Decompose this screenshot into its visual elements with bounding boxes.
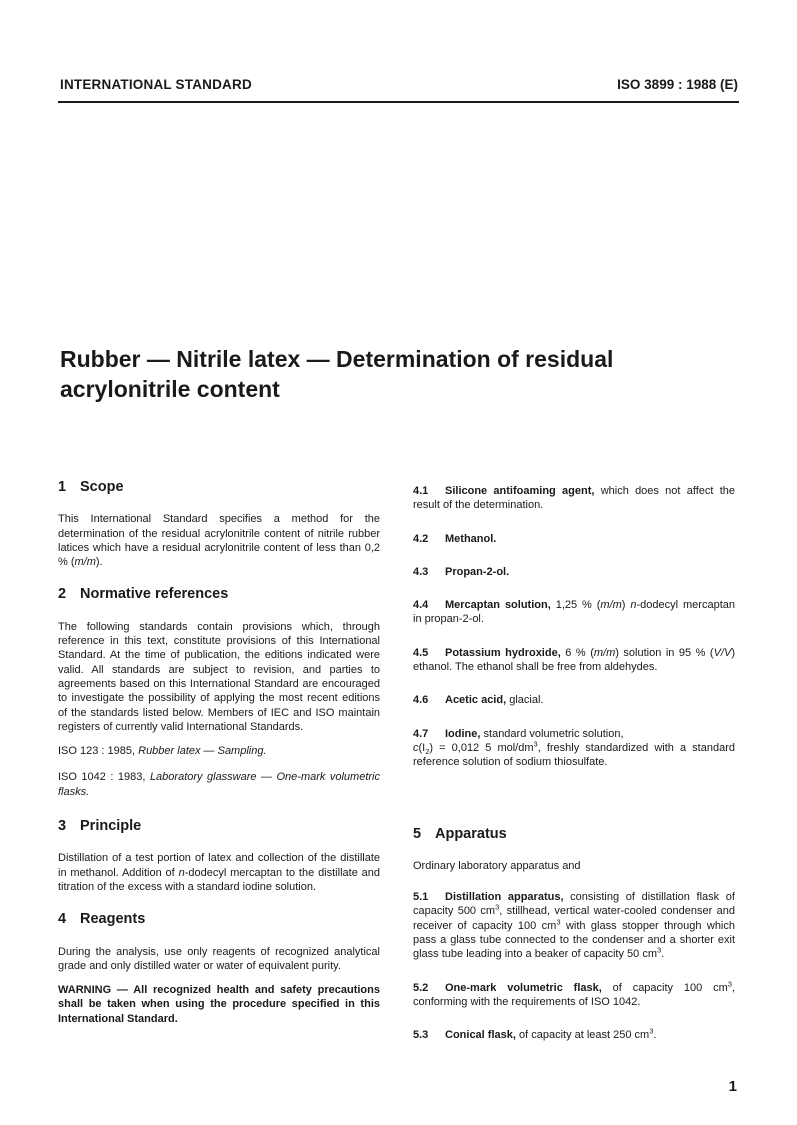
reference-iso-1042: ISO 1042 : 1983, Laboratory glassware — One-mark volumetric flasks. [58, 771, 380, 798]
normative-paragraph: The following standards contain provisions which, through reference in this text, constitute provisions of this International Standard. At the time of publication, the editions indicated were valid. All standards are subject to revision, and parties to agreements based on this International Standard are encouraged to investigate the possibility of applying the most recent editions of the standards listed below. Members of IEC and ISO maintain registers of currently valid International Standards. [58, 620, 380, 733]
document-number: ISO 3899 : 1988 (E) [617, 77, 738, 92]
scope-paragraph: This International Standard specifies a method for the determination of the residual acrylonitrile content of nitrile rubber latices which have a residual acrylonitrile content of less than 0,2 % (m/m). [58, 513, 380, 569]
apparatus-5-1: 5.1 Distillation apparatus, consisting of distillation flask of capacity 500 $cm^3$, stillhead, vertical water-cooled condenser and receiver of capacity 100 $cm^3$ with glass stopper through which pass a glass tube connected to the condenser and a shorter exit glass tube leading into a beaker of capacity 50 $cm^3$. [413, 891, 736, 961]
section-apparatus-heading: 5 Apparatus [413, 825, 507, 842]
reagents-intro: During the analysis, use only reagents of recognized analytical grade and only distilled water or water of equivalent purity. [58, 945, 380, 972]
section-scope-heading: 1 Scope [58, 479, 124, 495]
reagent-4-4: 4.4 Mercaptan solution, 1,25 % (m/m) n-dodecyl mercaptan in propan-2-ol. [413, 599, 735, 626]
reagent-4-6: 4.6 Acetic acid, glacial. [413, 694, 544, 707]
section-principle-heading: 3 Principle [58, 818, 142, 835]
principle-paragraph: Distillation of a test portion of latex and collection of the distillate in methanol. Addition of n-dodecyl mercaptan to the distillate and titration of the excess with a standard iodine solution. [58, 852, 380, 893]
reagent-4-7: 4.7 Iodine, standard volumetric solution, $c(I_2) = 0,012$ 5 mol/$dm^3$, freshly standardized with a standard reference solution of sodium thiosulfate. [413, 727, 735, 769]
reference-iso-123: ISO 123 : 1985, Rubber latex — Sampling. [58, 745, 267, 758]
apparatus-intro: Ordinary laboratory apparatus and [413, 859, 581, 872]
reagent-4-2: 4.2 Methanol. [413, 532, 497, 545]
standard-label: INTERNATIONAL STANDARD [60, 77, 252, 92]
safety-warning: WARNING — All recognized health and safety precautions shall be taken when using the procedure specified in this International Standard. [58, 984, 380, 1025]
right-column [413, 484, 735, 1062]
section-normative-heading: 2 Normative references [58, 586, 229, 603]
section-reagents-heading: 4 Reagents [58, 911, 146, 928]
header-rule [58, 101, 739, 103]
page-number: 1 [728, 1078, 737, 1095]
reagent-4-1: 4.1 Silicone antifoaming agent, which does not affect the result of the determination. [413, 485, 735, 512]
reagent-4-5: 4.5 Potassium hydroxide, 6 % (m/m) solution in 95 % (V/V) ethanol. The ethanol shall be free from aldehydes. [413, 646, 735, 674]
apparatus-5-3: 5.3 Conical flask, of capacity at least 250 $cm^3$. [413, 1026, 657, 1042]
apparatus-5-2: 5.2 One-mark volumetric flask, of capacity 100 $cm^3$, conforming with the requirements of ISO 1042. [413, 978, 735, 1008]
document-title: Rubber — Nitrile latex — Determination of residual acrylonitrile content [60, 346, 614, 402]
left-column [58, 480, 380, 1036]
reagent-4-3: 4.3 Propan-2-ol. [413, 565, 510, 578]
